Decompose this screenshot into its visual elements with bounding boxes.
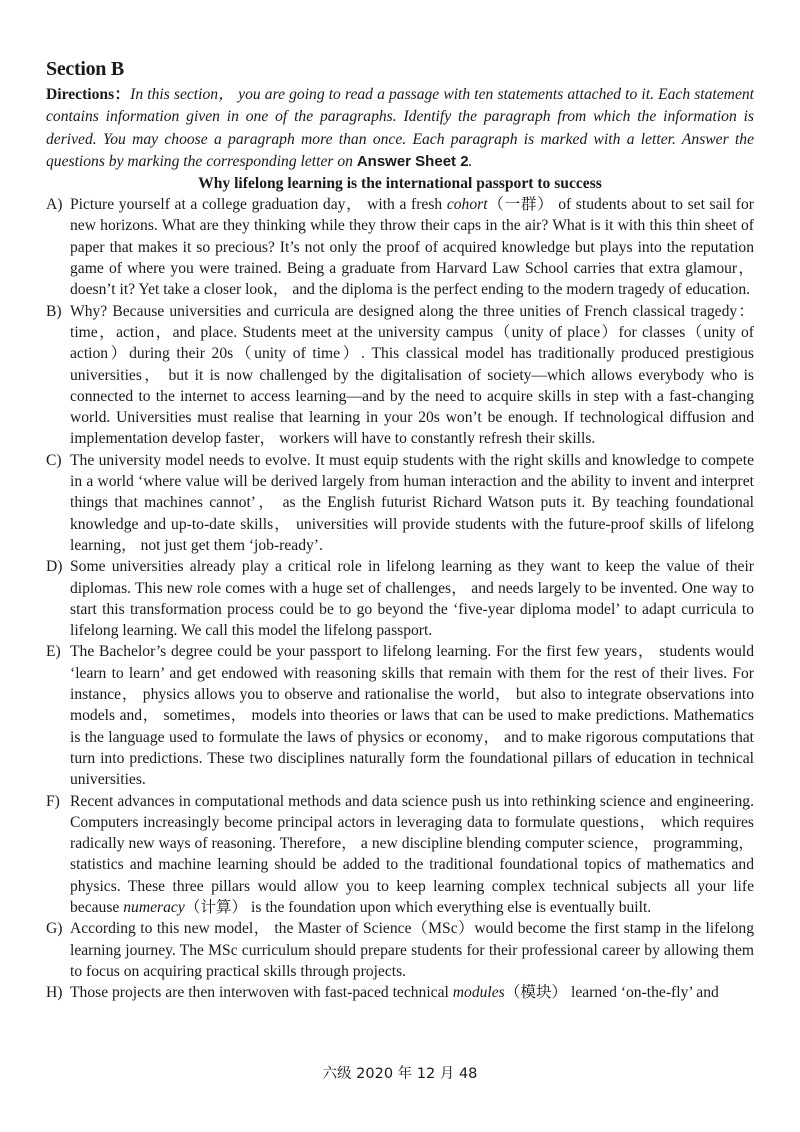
chinese-gloss: （计算）	[184, 898, 248, 916]
glossed-term: numeracy	[123, 898, 185, 916]
paragraph-letter: C)	[46, 451, 62, 469]
paragraph-c	[46, 450, 754, 556]
paragraph-d	[46, 556, 754, 641]
paragraph-text: Recent advances in computational methods and data science push us into rethinking science and engineering. Computers increasingly become principal actors in leveraging data to formulate questions， which requires radically new ways of reasoning. Therefore， a new discipline blending computer science， programming， statistics and machine learning should be added to the traditional foundational topics of mathematics and physics. These three pillars would allow you to keep learning complex technical subjects all your life because numeracy（计算） is the foundation upon which everything else is eventually built.	[70, 792, 754, 916]
paragraph-letter: G)	[46, 920, 63, 938]
paragraph-text: The university model needs to evolve. It must equip students with the right skills and knowledge to compete in a world ‘where value will be derived largely from human interaction and the ability to invent and interpret things that machines cannot’， as the English futurist Richard Watson puts it. By teaching foundational knowledge and up-to-date skills， universities will provide students with the future-proof skills of lifelong learning， not just get them ‘job-ready’.	[70, 451, 754, 554]
paragraph-letter: B)	[46, 302, 62, 320]
section-title: Section B	[46, 58, 124, 80]
paragraph-letter: A)	[46, 196, 63, 214]
paragraph-letter: F)	[46, 792, 60, 810]
paragraph-letter: D)	[46, 558, 63, 576]
paragraph-text: The Bachelor’s degree could be your passport to lifelong learning. For the first few years， students would ‘learn to learn’ and get endowed with reasoning skills that remain with them for the rest of their lives. For instance， physics allows you to observe and rationalise the world， but also to integrate observations into models and， sometimes， models into theories or laws that can be used to make predictions. Mathematics is the language used to formulate the laws of physics or economy， and to make rigorous computations that turn into predictions. These two disciplines naturally form the foundational pillars of education in technical universities.	[70, 643, 754, 789]
paragraph-letter: E)	[46, 643, 61, 661]
directions-label: Directions：	[46, 86, 131, 103]
paragraph-text: Picture yourself at a college graduation day， with a fresh cohort（一群） of students about to set sail for new horizons. What are they thinking while they throw their caps in the air? What is it with this thin sheet of paper that makes it so precious? It’s not only the proof of acquired knowledge but plays into the reputation game of where you were trained. Being a graduate from Harvard Law School carries that extra glamour， doesn’t it? Yet take a closer look， and the diploma is the perfect ending to the modern tragedy of education.	[70, 196, 754, 299]
paragraph-f	[46, 791, 754, 919]
directions: Directions：In this section， you are going to read a passage with ten statements attached to it. Each statement contains information given in one of the paragraphs. Identify the paragraph from which the information is derived. You may choose a paragraph more than once. Each paragraph is marked with a letter. Answer the questions by marking the corresponding letter on Answer Sheet 2.	[46, 86, 754, 170]
page-footer: 六级 2020 年 12 月 48	[322, 1066, 478, 1082]
paragraph-text: Those projects are then interwoven with fast-paced technical modules（模块） learned ‘on-the-fly’ and	[70, 984, 719, 1002]
paragraph-b	[46, 301, 754, 450]
passage-title: Why lifelong learning is the international passport to success	[198, 175, 602, 193]
chinese-gloss: （一群）	[487, 196, 554, 214]
paragraph-text: Why? Because universities and curricula are designed along the three unities of French classical tragedy：time，action，and place. Students meet at the university campus（unity of place）for classes（unity of action）during their 20s（unity of time）. This classical model has traditionally produced prestigious universities， but it is now challenged by the digitalisation of society—which allows everybody who is connected to the internet to access learning—and by the need to acquire skills in step with a fast-changing world. Universities must realise that learning in your 20s won’t be enough. If technological diffusion and implementation develop faster， workers will have to constantly refresh their skills.	[70, 302, 754, 448]
paragraph-text: Some universities already play a critical role in lifelong learning as they want to keep the value of their diplomas. This new role comes with a huge set of challenges， and needs largely to be invented. One way to start this transformation process could be to go beyond the ‘five-year diploma model’ to adapt curricula to lifelong learning. We call this model the lifelong passport.	[70, 558, 754, 640]
answer-sheet-label: Answer Sheet 2	[356, 152, 469, 170]
paragraph-text: According to this new model， the Master of Science（MSc）would become the first stamp in the lifelong learning journey. The MSc curriculum should prepare students for their professional career by allowing them to focus on acquiring practical skills through projects.	[70, 920, 754, 980]
paragraph-letter: H)	[46, 984, 63, 1002]
chinese-gloss: （模块）	[504, 984, 568, 1002]
glossed-term: modules	[452, 984, 505, 1002]
paragraph-a	[46, 194, 754, 300]
glossed-term: cohort	[446, 196, 488, 214]
paragraph-g	[46, 918, 754, 982]
paragraph-e	[46, 641, 754, 790]
directions-text: In this section， you are going to read a passage with ten statements attached to it. Each statement contains information given in one of the paragraphs. Identify the paragraph from which the information is derived. You may choose a paragraph more than once. Each paragraph is marked with a letter. Answer the questions by marking the corresponding letter on	[46, 86, 754, 170]
paragraph-h	[46, 982, 754, 1003]
